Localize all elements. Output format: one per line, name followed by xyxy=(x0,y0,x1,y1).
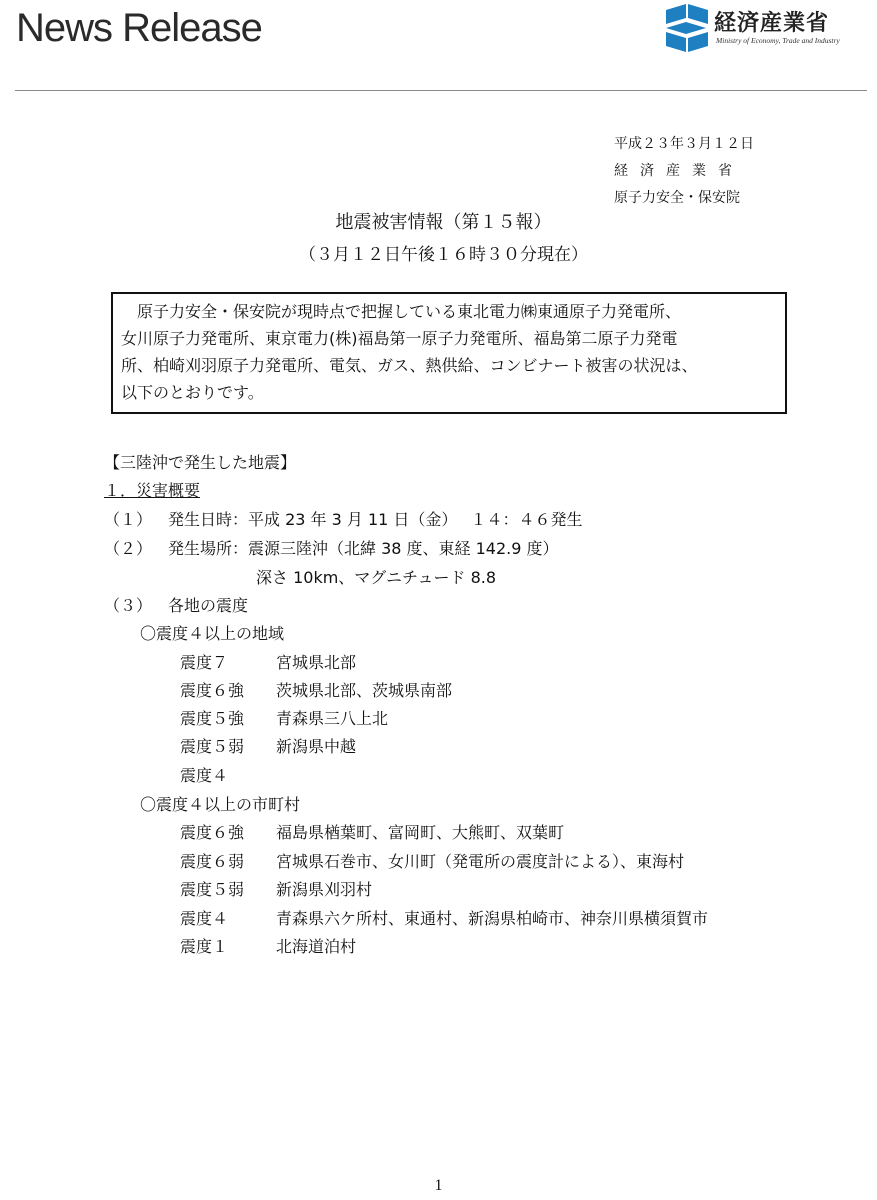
intensity-level: 震度５弱 xyxy=(180,880,245,899)
intensity-place: 新潟県中越 xyxy=(276,737,357,756)
notice-line: 所、柏崎刈羽原子力発電所、電気、ガス、熱供給、コンビナート被害の状況は、 xyxy=(121,356,698,375)
intensity-place: 北海道泊村 xyxy=(276,937,357,956)
header-divider xyxy=(15,90,867,91)
intensity-place: 宮城県石巻市、女川町（発電所の震度計による）、東海村 xyxy=(276,852,685,871)
item-number: （３） xyxy=(104,596,153,615)
intensity-level: 震度１ xyxy=(180,937,229,956)
document-title: 地震被害情報（第１５報） xyxy=(335,212,552,233)
section-subheading: １．災害概要 xyxy=(104,481,201,500)
document-subtitle: （３月１２日午後１６時３０分現在） xyxy=(299,245,588,265)
intensity-place: 福島県楢葉町、富岡町、大熊町、双葉町 xyxy=(276,823,565,842)
ministry-logo xyxy=(662,4,872,54)
release-date: 平成２３年３月１２日 xyxy=(614,136,754,152)
intensity-level: 震度５弱 xyxy=(180,737,245,756)
issuing-ministry: 経済産業省 xyxy=(614,163,744,179)
item-text: 各地の震度 xyxy=(168,596,249,615)
section-heading: 【三陸沖で発生した地震】 xyxy=(104,453,297,472)
intensity-level: 震度４ xyxy=(180,909,229,928)
item-text: 深さ 10km、マグニチュード 8.8 xyxy=(256,568,497,587)
item-number: （２） xyxy=(104,539,153,558)
intensity-level: 震度６強 xyxy=(180,823,245,842)
notice-line: 女川原子力発電所、東京電力(株)福島第一原子力発電所、福島第二原子力発電 xyxy=(121,329,678,348)
issuing-agency: 原子力安全・保安院 xyxy=(614,190,740,206)
intensity-level: 震度７ xyxy=(180,653,229,672)
item-text: 発生日時：平成 23 年 3 月 11 日（金） １４：４６発生 xyxy=(168,510,583,529)
intensity-place: 茨城県北部、茨城県南部 xyxy=(276,681,453,700)
intensity-place: 宮城県北部 xyxy=(276,653,357,672)
news-release-title: News Release xyxy=(16,6,262,50)
intensity-place: 青森県三八上北 xyxy=(276,709,389,728)
intensity-place: 新潟県刈羽村 xyxy=(276,880,373,899)
intensity-level: 震度４ xyxy=(180,766,229,785)
page-number: 1 xyxy=(434,1177,443,1194)
ministry-name-en: Ministry of Economy, Trade and Industry xyxy=(716,36,840,45)
notice-box xyxy=(111,292,787,414)
notice-line: 原子力安全・保安院が現時点で把握している東北電力㈱東通原子力発電所、 xyxy=(137,302,682,321)
notice-line: 以下のとおりです。 xyxy=(121,383,264,402)
meti-logo-icon xyxy=(662,4,710,52)
item-text: 発生場所：震源三陸沖（北緯 38 度、東経 142.9 度） xyxy=(168,539,559,558)
regions-heading: 〇震度４以上の地域 xyxy=(140,624,285,643)
intensity-place: 青森県六ケ所村、東通村、新潟県柏崎市、神奈川県横須賀市 xyxy=(276,909,709,928)
intensity-level: 震度５強 xyxy=(180,709,245,728)
ministry-name-ja: 経済産業省 xyxy=(714,11,830,36)
intensity-level: 震度６強 xyxy=(180,681,245,700)
item-number: （１） xyxy=(104,510,153,529)
towns-heading: 〇震度４以上の市町村 xyxy=(140,795,301,814)
intensity-level: 震度６弱 xyxy=(180,852,245,871)
